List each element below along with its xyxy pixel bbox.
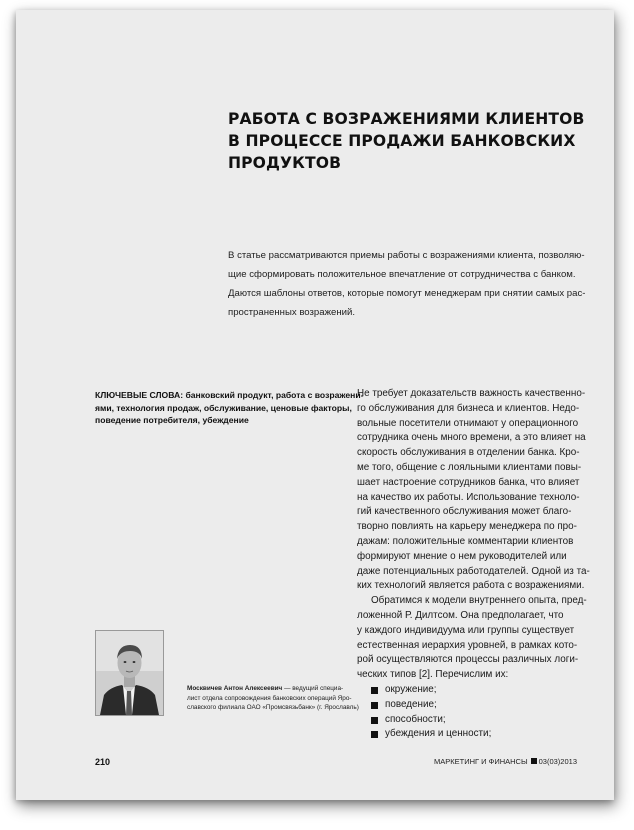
keywords-line: КЛЮЧЕВЫЕ СЛОВА: банковский продукт, работа с возражени- — [95, 390, 364, 400]
author-role-line: — ведущий специа- — [284, 685, 344, 692]
body-line: Обратимся к модели внутреннего опыта, пред- — [371, 595, 587, 607]
abstract-line: щие сформировать положительное впечатление от сотрудничества с банком. — [228, 269, 576, 280]
body-line: сотрудника очень много времени, а это влияет на — [357, 432, 586, 444]
body-line: на качество их работы. Использование техноло- — [357, 491, 580, 503]
abstract-line: Даются шаблоны ответов, которые помогут менеджерам при снятии самых рас- — [228, 288, 586, 299]
square-bullet-icon — [371, 702, 378, 709]
body-line: ложенной Р. Дилтсом. Она предполагает, что — [357, 609, 564, 621]
list-item — [357, 698, 607, 713]
keywords-block — [95, 389, 364, 427]
body-line: у каждого индивидуума или группы существует — [357, 624, 575, 636]
body-line: скорость обслуживания в отделении банка. Кро- — [357, 447, 580, 459]
author-name: Москвичев Антон Алексеевич — [187, 685, 283, 692]
body-line: ме того, общение с лояльными клиентами повы- — [357, 461, 582, 473]
body-line: шает настроение сотрудников банка, что влияет — [357, 476, 580, 488]
list-item-text: убеждения и ценности; — [385, 728, 492, 740]
author-role-line: славского филиала ОАО «Промсвязьбанк» (г. Ярославль) — [187, 704, 359, 711]
square-bullet-icon — [371, 687, 378, 694]
title-line: РАБОТА С ВОЗРАЖЕНИЯМИ КЛИЕНТОВ — [228, 110, 585, 128]
list-item-text: поведение; — [385, 698, 437, 710]
body-text-column — [357, 387, 607, 742]
square-bullet-icon — [371, 717, 378, 724]
document-page — [16, 10, 614, 800]
author-photo — [95, 630, 164, 716]
list-item — [357, 713, 607, 728]
list-item-text: способности; — [385, 713, 446, 725]
author-info — [187, 684, 359, 713]
square-separator-icon — [531, 758, 537, 764]
page-number: 210 — [95, 757, 111, 767]
body-line: го обслуживания для бизнеса и клиентов. Недо- — [357, 402, 580, 414]
body-line: творно повлиять на карьеру менеджера по про- — [357, 521, 577, 533]
title-line: В ПРОЦЕССЕ ПРОДАЖИ БАНКОВСКИХ — [228, 132, 576, 150]
levels-list — [357, 683, 607, 742]
author-role-line: лист отдела сопровождения банковских операций Яро- — [187, 694, 352, 702]
body-line: ких технологий является работа с возражениями. — [357, 580, 585, 592]
square-bullet-icon — [371, 731, 378, 738]
abstract-line: В статье рассматриваются приемы работы с возражениями клиента, позволяю- — [228, 250, 585, 261]
journal-footer — [434, 757, 577, 766]
journal-issue: 03(03)2013 — [538, 757, 577, 766]
body-line: естественная иерархия уровней, в рамках кото- — [357, 639, 578, 651]
body-line: Не требует доказательств важность качественно- — [357, 388, 586, 399]
article-title — [228, 108, 585, 174]
body-line: ческих типов [2]. Перечислим их: — [357, 669, 509, 681]
body-line: рой осуществляются процессы различных логи- — [357, 654, 579, 666]
body-line: дажам: положительные комментарии клиентов — [357, 535, 574, 547]
list-item — [357, 683, 607, 698]
article-abstract — [228, 246, 606, 322]
author-portrait-image — [96, 631, 163, 715]
body-line: формируют мнение о нем руководителей или — [357, 550, 567, 562]
keywords-line: ями, технология продаж, обслуживание, ценовые факторы, — [95, 402, 352, 413]
body-line: даже потенциальных работодателей. Одной из та- — [357, 565, 590, 577]
body-line: гий качественного обслуживания может благо- — [357, 506, 572, 518]
keywords-line: поведение потребителя, убеждение — [95, 415, 249, 426]
title-line: ПРОДУКТОВ — [228, 154, 342, 172]
list-item — [357, 727, 607, 742]
body-line: вольные посетители отнимают у операционного — [357, 417, 579, 429]
list-item-text: окружение; — [385, 683, 437, 695]
journal-name: МАРКЕТИНГ И ФИНАНСЫ — [434, 757, 528, 766]
abstract-line: пространенных возражений. — [228, 307, 356, 318]
